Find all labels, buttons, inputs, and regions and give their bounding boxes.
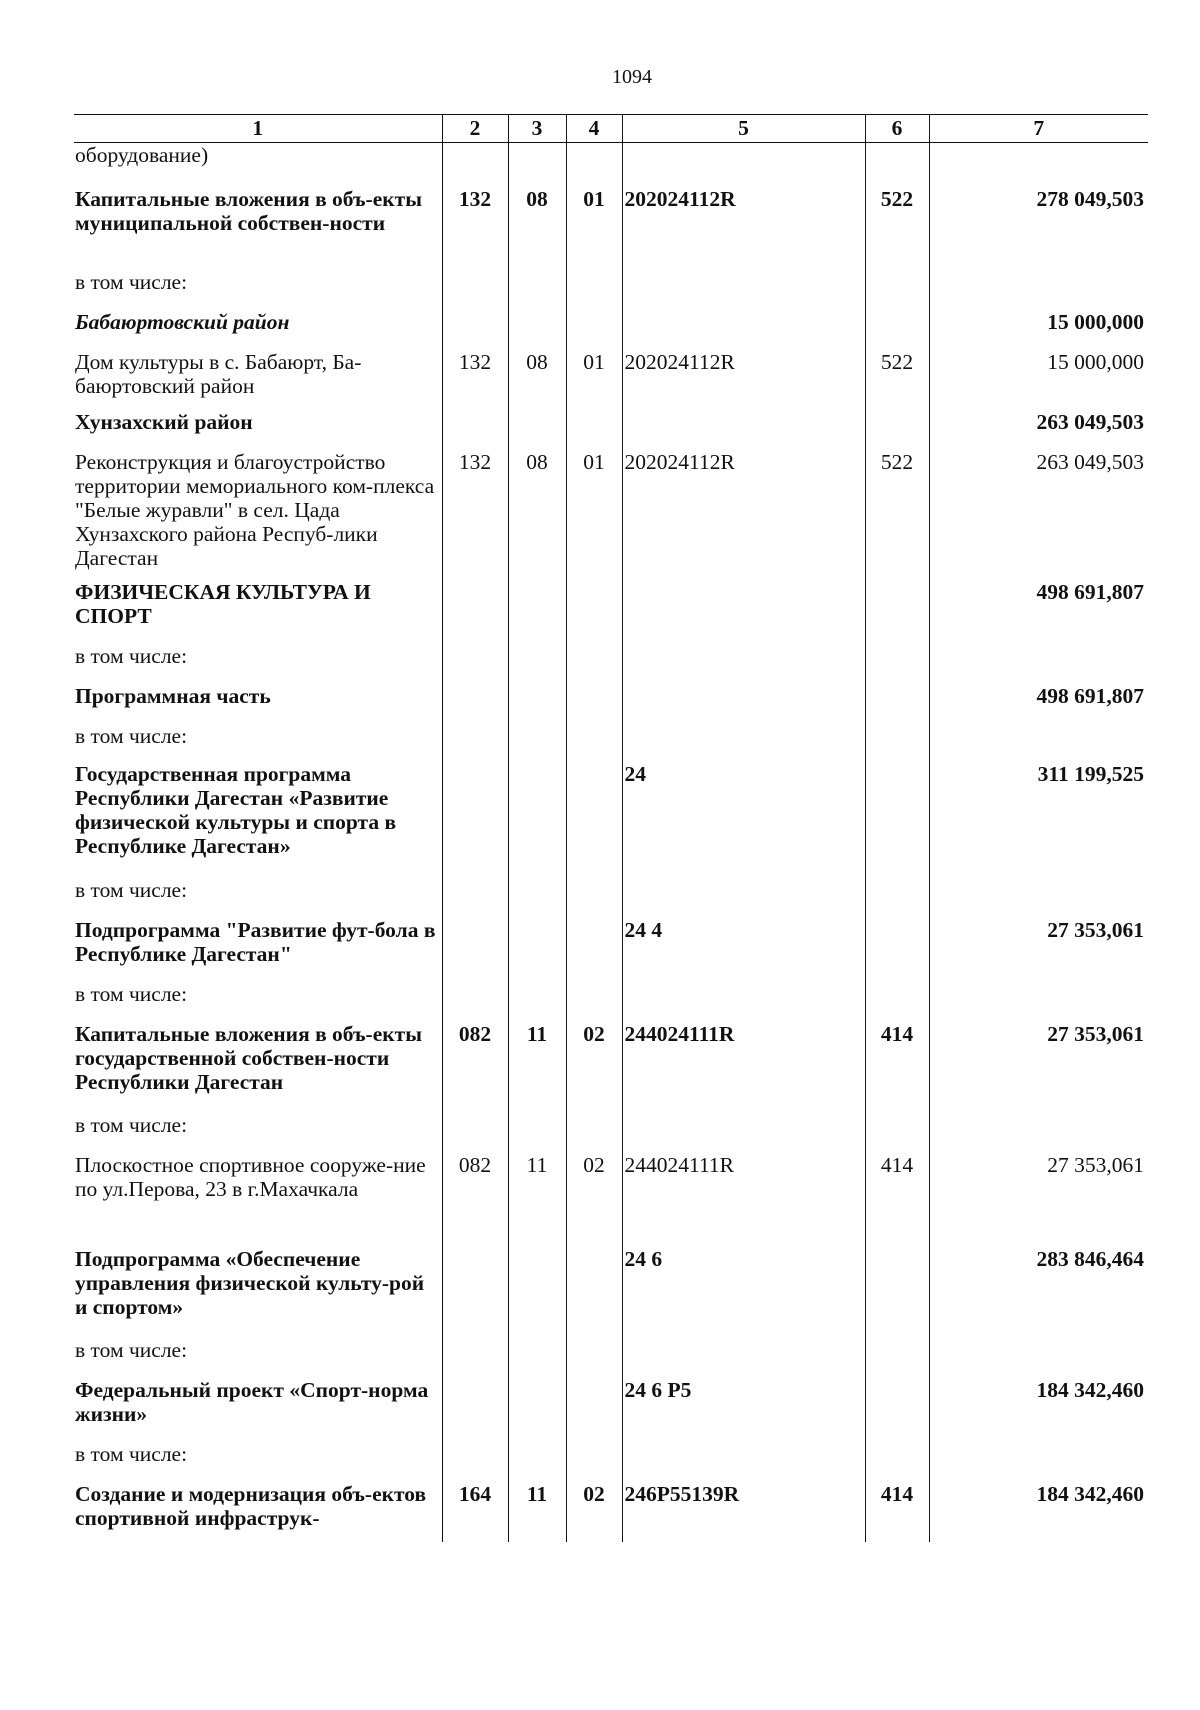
row-expense-type: 414 bbox=[865, 1022, 929, 1113]
row-ministry-code bbox=[442, 918, 508, 982]
row-amount: 311 199,525 bbox=[929, 762, 1148, 878]
row-expense-type: 522 bbox=[865, 350, 929, 410]
row-expense-type bbox=[865, 580, 929, 644]
row-subsection-code bbox=[566, 143, 622, 187]
header-col-6: 6 bbox=[865, 115, 929, 143]
row-expense-type bbox=[865, 1442, 929, 1482]
row-ministry-code bbox=[442, 1113, 508, 1153]
row-section-code bbox=[508, 143, 566, 187]
header-col-7: 7 bbox=[929, 115, 1148, 143]
row-amount: 498 691,807 bbox=[929, 580, 1148, 644]
row-amount: 27 353,061 bbox=[929, 1022, 1148, 1113]
row-ministry-code bbox=[442, 1442, 508, 1482]
table-row bbox=[74, 187, 1148, 270]
row-target-article bbox=[622, 1113, 865, 1153]
row-target-article: 24 6 P5 bbox=[622, 1378, 865, 1442]
row-ministry-code: 082 bbox=[442, 1022, 508, 1113]
row-ministry-code bbox=[442, 1338, 508, 1378]
row-amount: 27 353,061 bbox=[929, 918, 1148, 982]
row-subsection-code bbox=[566, 982, 622, 1022]
row-section-code: 08 bbox=[508, 187, 566, 270]
row-ministry-code: 082 bbox=[442, 1153, 508, 1247]
row-description: в том числе: bbox=[75, 1337, 188, 1362]
row-amount bbox=[929, 644, 1148, 684]
row-description: Подпрограмма "Развитие фут-бола в Республике Дагестан" bbox=[75, 917, 436, 966]
row-expense-type bbox=[865, 410, 929, 450]
row-subsection-code bbox=[566, 644, 622, 684]
row-amount bbox=[929, 724, 1148, 762]
table-row bbox=[74, 1113, 1148, 1153]
row-subsection-code: 01 bbox=[566, 350, 622, 410]
row-ministry-code: 132 bbox=[442, 187, 508, 270]
row-description: Подпрограмма «Обеспечение управления физической культу-рой и спортом» bbox=[75, 1246, 425, 1319]
row-amount: 15 000,000 bbox=[929, 350, 1148, 410]
row-ministry-code bbox=[442, 1378, 508, 1442]
row-target-article bbox=[622, 410, 865, 450]
header-col-1: 1 bbox=[74, 115, 442, 143]
row-section-code bbox=[508, 1247, 566, 1338]
row-description: в том числе: bbox=[75, 1441, 188, 1466]
header-row bbox=[74, 115, 1148, 143]
row-amount: 283 846,464 bbox=[929, 1247, 1148, 1338]
row-subsection-code bbox=[566, 580, 622, 644]
row-description: в том числе: bbox=[75, 723, 188, 748]
row-amount: 184 342,460 bbox=[929, 1378, 1148, 1442]
header-col-5: 5 bbox=[622, 115, 865, 143]
row-ministry-code bbox=[442, 762, 508, 878]
row-section-code bbox=[508, 1338, 566, 1378]
row-description: Плоскостное спортивное сооруже-ние по ул.Перова, 23 в г.Махачкала bbox=[75, 1152, 426, 1201]
row-target-article: 244024111R bbox=[622, 1153, 865, 1247]
row-ministry-code bbox=[442, 724, 508, 762]
row-amount: 278 049,503 bbox=[929, 187, 1148, 270]
row-description: ФИЗИЧЕСКАЯ КУЛЬТУРА И СПОРТ bbox=[75, 579, 371, 628]
row-section-code bbox=[508, 982, 566, 1022]
row-ministry-code bbox=[442, 143, 508, 187]
row-section-code bbox=[508, 310, 566, 350]
row-amount: 263 049,503 bbox=[929, 450, 1148, 580]
table-body bbox=[74, 143, 1148, 1542]
row-section-code: 08 bbox=[508, 450, 566, 580]
budget-table bbox=[74, 114, 1148, 1542]
row-amount bbox=[929, 1338, 1148, 1378]
row-subsection-code: 01 bbox=[566, 450, 622, 580]
row-ministry-code bbox=[442, 1247, 508, 1338]
row-section-code bbox=[508, 1442, 566, 1482]
row-subsection-code bbox=[566, 1338, 622, 1378]
row-ministry-code bbox=[442, 644, 508, 684]
row-description: в том числе: bbox=[75, 877, 188, 902]
row-target-article bbox=[622, 684, 865, 724]
row-expense-type bbox=[865, 684, 929, 724]
row-section-code: 11 bbox=[508, 1482, 566, 1542]
row-expense-type: 414 bbox=[865, 1482, 929, 1542]
row-section-code bbox=[508, 644, 566, 684]
row-ministry-code bbox=[442, 982, 508, 1022]
table-row bbox=[74, 1247, 1148, 1338]
row-subsection-code bbox=[566, 310, 622, 350]
table-row bbox=[74, 143, 1148, 187]
row-description: Хунзахский район bbox=[75, 409, 253, 434]
page-number: 1094 bbox=[612, 66, 652, 88]
row-expense-type bbox=[865, 982, 929, 1022]
table-row bbox=[74, 450, 1148, 580]
header-col-4: 4 bbox=[566, 115, 622, 143]
row-expense-type bbox=[865, 918, 929, 982]
table-row bbox=[74, 1022, 1148, 1113]
row-subsection-code bbox=[566, 1247, 622, 1338]
row-target-article: 244024111R bbox=[622, 1022, 865, 1113]
table-row bbox=[74, 1482, 1148, 1542]
row-target-article bbox=[622, 270, 865, 310]
row-subsection-code: 02 bbox=[566, 1153, 622, 1247]
row-description: Бабаюртовский район bbox=[75, 309, 290, 334]
row-expense-type bbox=[865, 1378, 929, 1442]
table-row bbox=[74, 350, 1148, 410]
row-target-article: 246P55139R bbox=[622, 1482, 865, 1542]
row-expense-type bbox=[865, 1338, 929, 1378]
row-description: оборудование) bbox=[75, 143, 209, 167]
row-amount bbox=[929, 143, 1148, 187]
row-section-code: 11 bbox=[508, 1022, 566, 1113]
table-row bbox=[74, 270, 1148, 310]
table-row bbox=[74, 1338, 1148, 1378]
row-section-code: 11 bbox=[508, 1153, 566, 1247]
row-ministry-code bbox=[442, 580, 508, 644]
row-target-article bbox=[622, 580, 865, 644]
table-row bbox=[74, 1442, 1148, 1482]
row-subsection-code: 02 bbox=[566, 1022, 622, 1113]
header-col-2: 2 bbox=[442, 115, 508, 143]
row-target-article bbox=[622, 1442, 865, 1482]
table-row bbox=[74, 1378, 1148, 1442]
row-target-article bbox=[622, 982, 865, 1022]
row-subsection-code: 02 bbox=[566, 1482, 622, 1542]
row-target-article: 202024112R bbox=[622, 350, 865, 410]
row-subsection-code bbox=[566, 1113, 622, 1153]
row-ministry-code: 132 bbox=[442, 350, 508, 410]
row-target-article: 24 4 bbox=[622, 918, 865, 982]
row-description: Капитальные вложения в объ-екты государственной собствен-ности Республики Дагестан bbox=[75, 1021, 422, 1094]
row-expense-type bbox=[865, 270, 929, 310]
table-header bbox=[74, 115, 1148, 143]
table-row bbox=[74, 684, 1148, 724]
row-amount: 27 353,061 bbox=[929, 1153, 1148, 1247]
row-subsection-code bbox=[566, 684, 622, 724]
row-section-code bbox=[508, 580, 566, 644]
row-target-article: 24 6 bbox=[622, 1247, 865, 1338]
row-subsection-code bbox=[566, 1442, 622, 1482]
row-ministry-code: 132 bbox=[442, 450, 508, 580]
table-row bbox=[74, 878, 1148, 918]
row-ministry-code bbox=[442, 410, 508, 450]
row-description: Дом культуры в с. Бабаюрт, Ба-баюртовский район bbox=[75, 349, 362, 398]
row-section-code bbox=[508, 762, 566, 878]
row-section-code bbox=[508, 878, 566, 918]
row-section-code bbox=[508, 270, 566, 310]
table-row bbox=[74, 644, 1148, 684]
row-description: Федеральный проект «Спорт-норма жизни» bbox=[75, 1377, 429, 1426]
row-target-article bbox=[622, 1338, 865, 1378]
table-row bbox=[74, 918, 1148, 982]
table-row bbox=[74, 580, 1148, 644]
row-subsection-code bbox=[566, 762, 622, 878]
row-expense-type: 522 bbox=[865, 187, 929, 270]
row-amount: 498 691,807 bbox=[929, 684, 1148, 724]
row-subsection-code bbox=[566, 270, 622, 310]
row-target-article bbox=[622, 724, 865, 762]
row-expense-type: 522 bbox=[865, 450, 929, 580]
row-ministry-code bbox=[442, 270, 508, 310]
row-description: в том числе: bbox=[75, 1112, 188, 1137]
row-expense-type bbox=[865, 724, 929, 762]
row-target-article: 202024112R bbox=[622, 187, 865, 270]
row-subsection-code bbox=[566, 410, 622, 450]
row-amount bbox=[929, 1113, 1148, 1153]
row-subsection-code: 01 bbox=[566, 187, 622, 270]
row-description: Капитальные вложения в объ-екты муниципальной собствен-ности bbox=[75, 186, 422, 235]
row-target-article bbox=[622, 644, 865, 684]
header-col-3: 3 bbox=[508, 115, 566, 143]
row-expense-type bbox=[865, 310, 929, 350]
row-ministry-code: 164 bbox=[442, 1482, 508, 1542]
row-description: Создание и модернизация объ-ектов спортивной инфраструк- bbox=[75, 1481, 427, 1530]
row-description: в том числе: bbox=[75, 269, 188, 294]
row-amount bbox=[929, 270, 1148, 310]
row-amount bbox=[929, 982, 1148, 1022]
table-row bbox=[74, 982, 1148, 1022]
row-expense-type bbox=[865, 1247, 929, 1338]
row-target-article bbox=[622, 878, 865, 918]
row-target-article: 202024112R bbox=[622, 450, 865, 580]
row-amount bbox=[929, 1442, 1148, 1482]
row-section-code bbox=[508, 918, 566, 982]
row-subsection-code bbox=[566, 918, 622, 982]
row-description: в том числе: bbox=[75, 643, 188, 668]
table-row bbox=[74, 410, 1148, 450]
row-subsection-code bbox=[566, 724, 622, 762]
row-amount: 15 000,000 bbox=[929, 310, 1148, 350]
row-subsection-code bbox=[566, 878, 622, 918]
row-expense-type bbox=[865, 143, 929, 187]
row-expense-type bbox=[865, 644, 929, 684]
row-expense-type: 414 bbox=[865, 1153, 929, 1247]
row-description: Государственная программа Республики Дагестан «Развитие физической культуры и спорта в Республике Дагестан» bbox=[75, 761, 397, 858]
row-description: Программная часть bbox=[75, 683, 271, 708]
row-section-code bbox=[508, 1378, 566, 1442]
row-ministry-code bbox=[442, 310, 508, 350]
row-expense-type bbox=[865, 1113, 929, 1153]
row-expense-type bbox=[865, 762, 929, 878]
table-row bbox=[74, 762, 1148, 878]
row-amount: 184 342,460 bbox=[929, 1482, 1148, 1542]
row-section-code bbox=[508, 724, 566, 762]
row-section-code bbox=[508, 410, 566, 450]
row-target-article: 24 bbox=[622, 762, 865, 878]
row-amount bbox=[929, 878, 1148, 918]
row-amount: 263 049,503 bbox=[929, 410, 1148, 450]
row-section-code: 08 bbox=[508, 350, 566, 410]
table-row bbox=[74, 724, 1148, 762]
row-target-article bbox=[622, 310, 865, 350]
row-expense-type bbox=[865, 878, 929, 918]
table-row bbox=[74, 310, 1148, 350]
row-section-code bbox=[508, 1113, 566, 1153]
row-subsection-code bbox=[566, 1378, 622, 1442]
row-ministry-code bbox=[442, 878, 508, 918]
row-ministry-code bbox=[442, 684, 508, 724]
row-description: в том числе: bbox=[75, 981, 188, 1006]
row-section-code bbox=[508, 684, 566, 724]
table-row bbox=[74, 1153, 1148, 1247]
row-description: Реконструкция и благоустройство территории мемориального ком-плекса "Белые журавли" в сел. Цада Хунзахского района Респуб-лики Дагестан bbox=[75, 449, 435, 570]
row-target-article bbox=[622, 143, 865, 187]
